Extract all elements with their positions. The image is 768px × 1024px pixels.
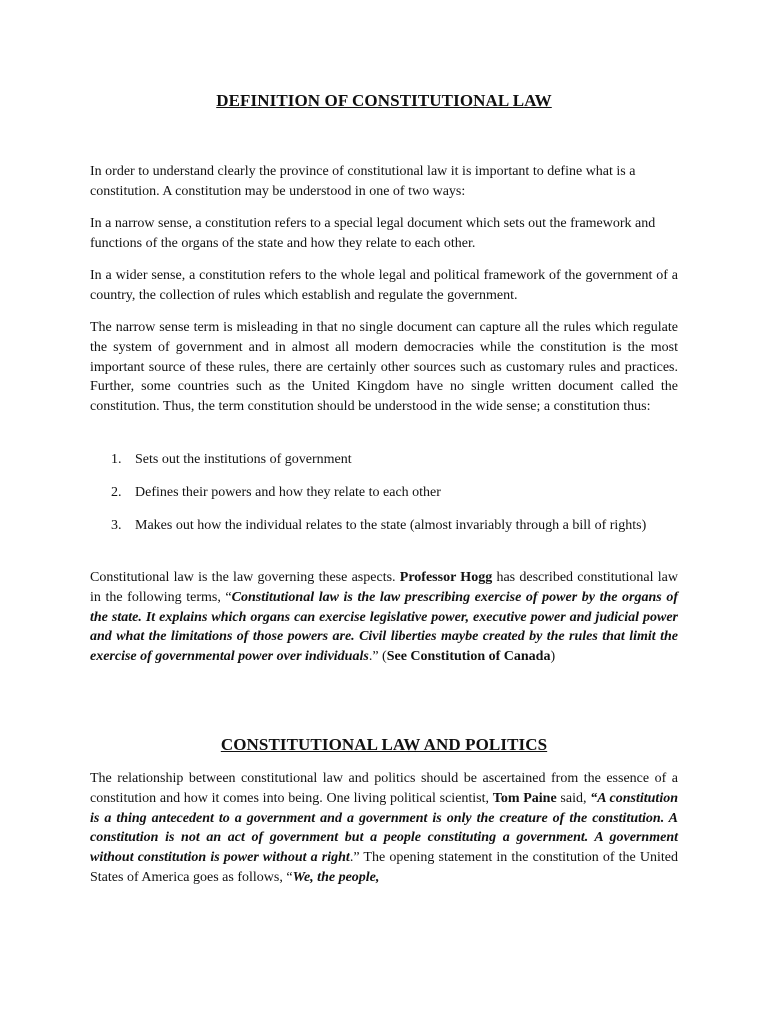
paragraph-narrow-sense: In a narrow sense, a constitution refers to a special legal document which sets out the framework and functions of the organs of the state and how they relate to each other.: [90, 216, 656, 251]
us-constitution-quote: We, the people,: [292, 869, 380, 885]
list-item-text: Defines their powers and how they relate to each other: [135, 484, 441, 500]
heading-definition-of-constitutional-law: DEFINITION OF CONSTITUTIONAL LAW: [216, 91, 552, 110]
text-run: The relationship between constitutional law and politics should be ascertained from the essence of a constitution and how it comes into being. One living political scientist,: [90, 771, 678, 806]
list-item: [90, 516, 678, 536]
reference-constitution-of-canada: See Constitution of Canada: [386, 649, 551, 665]
text-run: Constitutional law is the law governing these aspects.: [90, 570, 400, 585]
text-run: ): [550, 649, 556, 665]
hogg-quote: Constitutional law is the law prescribing exercise of power by the organs of the state. It explains which organs can exercise legislative power, executive power and judicial power and what the limitations of those powers are. Civil liberties maybe created by the rules that limit the exercise of governmental power over individuals: [90, 589, 678, 665]
author-name-hogg: Professor Hogg: [399, 570, 493, 585]
list-item-number: 1.: [111, 452, 122, 467]
list-item-text: Sets out the institutions of government: [135, 452, 352, 467]
list-item-number: 2.: [111, 484, 122, 500]
constitution-functions-list: [90, 450, 678, 548]
paragraph-wider-sense: In a wider sense, a constitution refers to the whole legal and political framework of the government of a country, the collection of rules which establish and regulate the government.: [90, 268, 678, 303]
list-item: [90, 483, 678, 503]
text-run: has described constitutional law in the following terms, “: [90, 570, 678, 605]
text-run: said,: [556, 790, 591, 806]
paine-quote: “A constitution is a thing antecedent to a government and a government is only the creature of the constitution. A constitution is not an act of government but a people constituting a government. A government without constitution is power without a right: [90, 790, 678, 866]
paragraph-law-and-politics: [90, 769, 678, 888]
paragraph-narrow-sense-misleading: The narrow sense term is misleading in that no single document can capture all the rules which regulate the system of government and in almost all modern democracies while the constitution is the most important source of these rules, there are certainly other sources such as customary rules and practices. Further, some countries such as the United Kingdom have no single written document called the constitution. Thus, the term constitution should be understood in the wide sense; a constitution thus:: [90, 320, 678, 415]
paragraph-intro: In order to understand clearly the province of constitutional law it is important to define what is a constitution. A constitution may be understood in one of two ways:: [90, 164, 636, 199]
list-item-text: Makes out how the individual relates to the state (almost invariably through a bill of rights): [135, 517, 647, 533]
heading-constitutional-law-and-politics: CONSTITUTIONAL LAW AND POLITICS: [220, 735, 548, 754]
list-item-number: 3.: [111, 517, 122, 533]
author-name-tom-paine: Tom Paine: [492, 790, 557, 806]
list-item: [90, 450, 678, 470]
text-run: .” The opening statement in the constitution of the United States of America goes as follows, “: [90, 850, 679, 885]
paragraph-hogg-definition: [90, 568, 678, 667]
text-run: .” (: [368, 649, 387, 665]
